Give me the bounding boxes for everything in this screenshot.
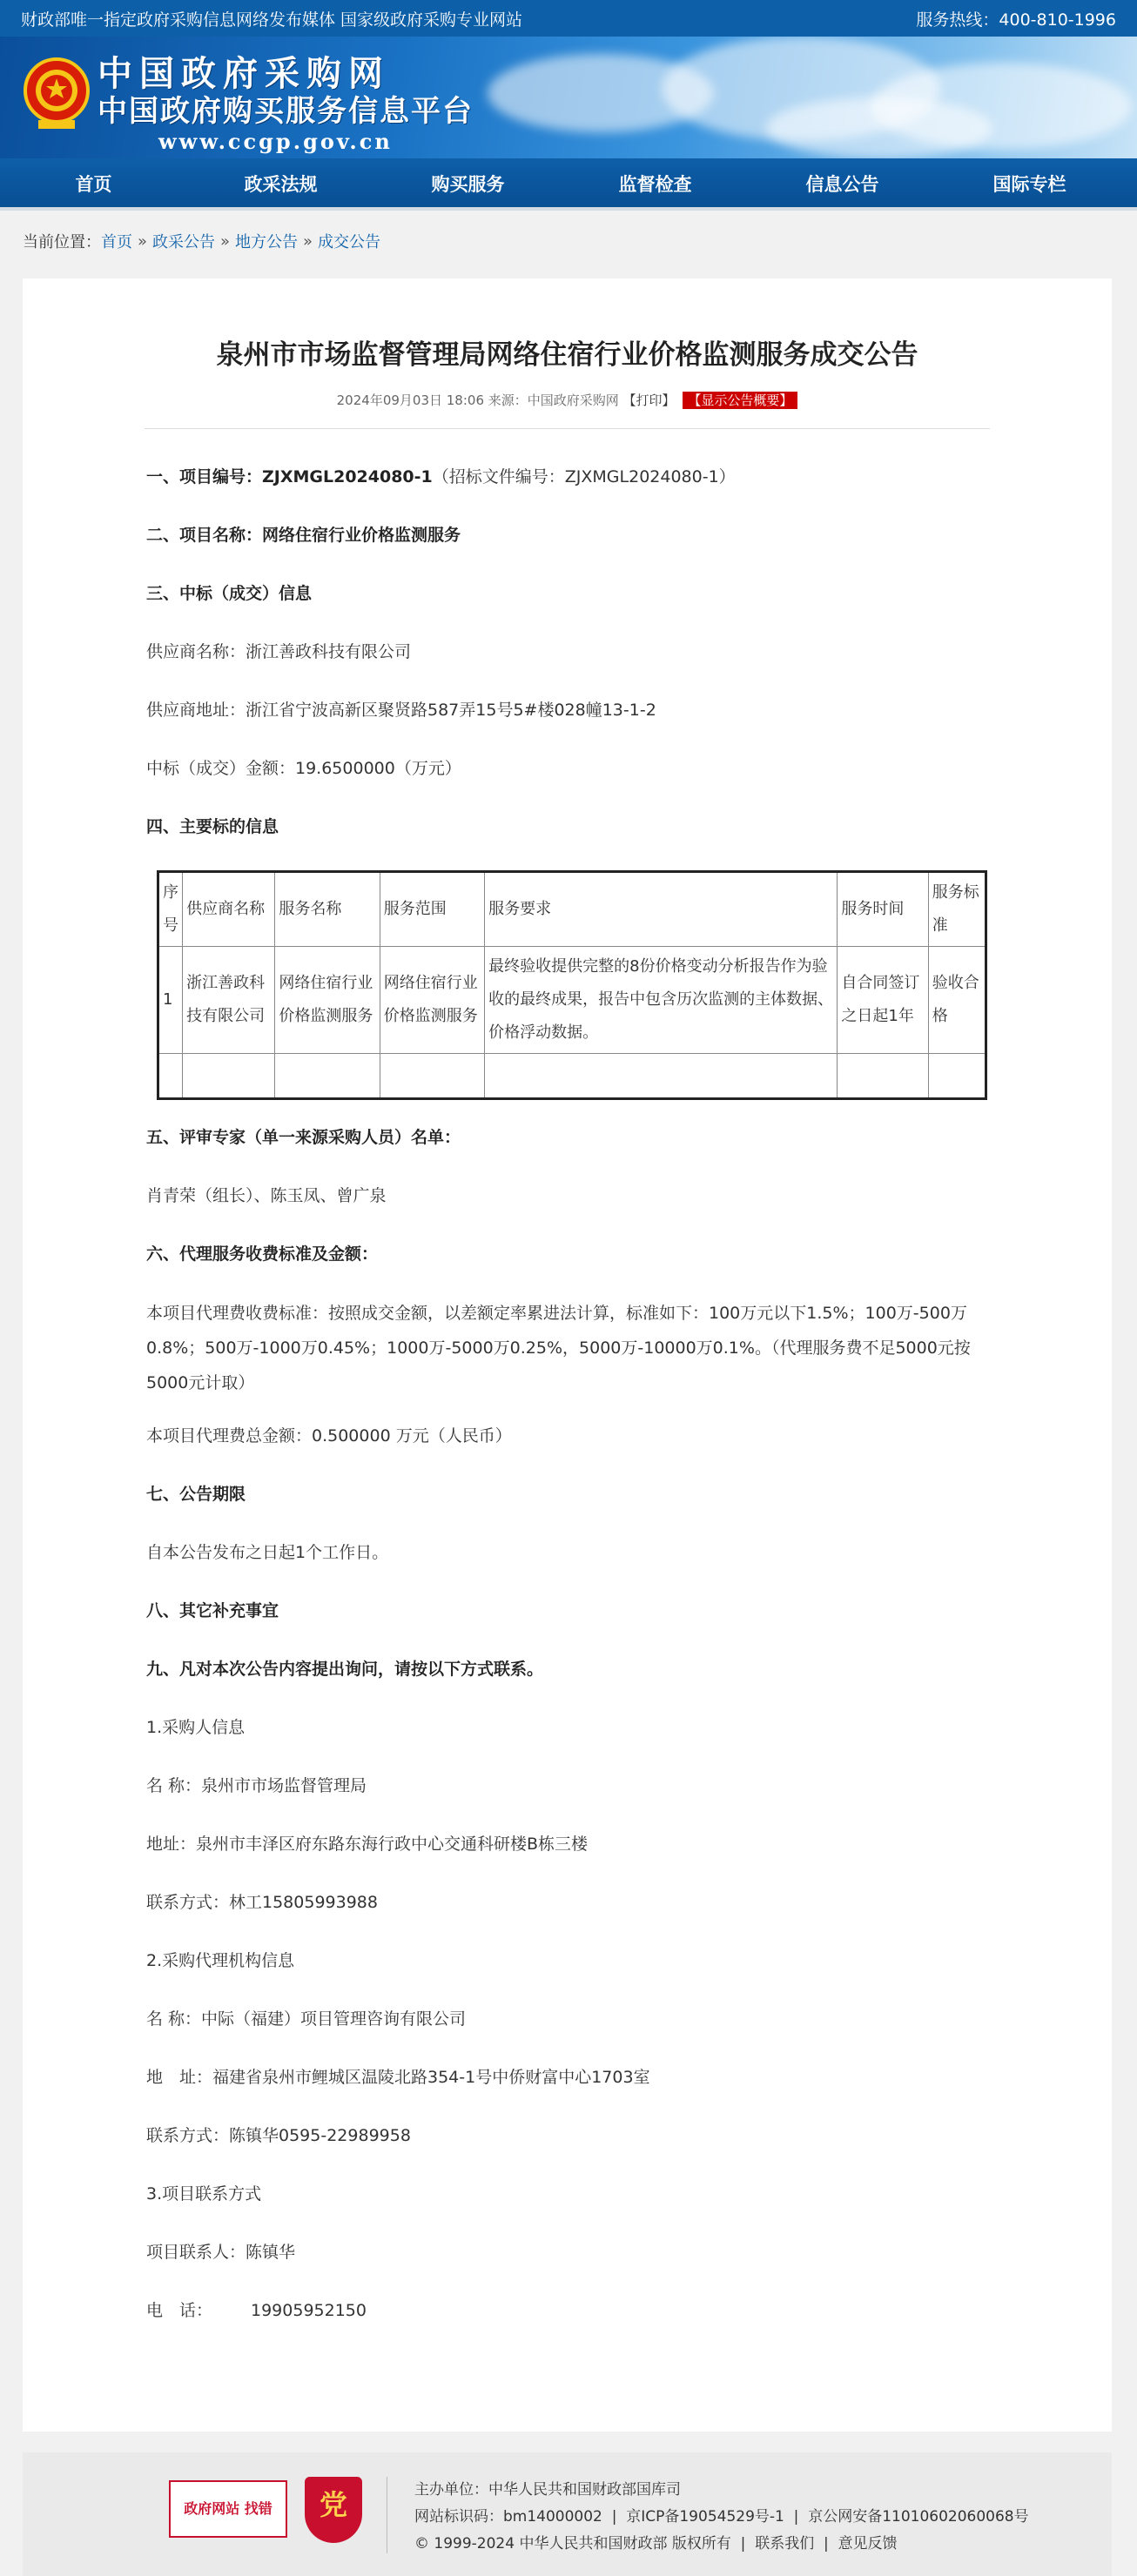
site-footer: [23, 2452, 1112, 2576]
table-header: 服务名称: [275, 872, 380, 947]
items-table: [157, 870, 987, 1100]
purchaser-name: 名 称：泉州市市场监督管理局: [146, 1776, 367, 1795]
logo-url: www.ccgp.gov.cn: [158, 129, 393, 154]
national-emblem-icon: [23, 56, 91, 132]
breadcrumb-home[interactable]: 首页: [101, 233, 132, 252]
section-project-no: 一、项目编号：ZJXMGL2024080-1（招标文件编号：ZJXMGL2024080-1）: [146, 467, 736, 486]
supplier-address: 供应商地址：浙江省宁波高新区聚贤路587弄15号5#楼028幢13-1-2: [146, 701, 656, 720]
table-row: [158, 1054, 986, 1099]
purchaser-title: 1.采购人信息: [146, 1718, 246, 1737]
table-header: 服务要求: [485, 872, 838, 947]
article-body: [23, 448, 1112, 2340]
agency-contact: 联系方式：陈镇华0595-22989958: [146, 2126, 411, 2145]
divider: [145, 428, 990, 429]
publish-info: 2024年09月03日 18:06 来源：中国政府采购网: [336, 392, 619, 408]
table-cell: 自合同签订之日起1年: [838, 947, 928, 1054]
breadcrumb-procurement[interactable]: 政采公告: [152, 233, 216, 252]
nav-announcements[interactable]: 信息公告: [805, 174, 879, 195]
table-header: 供应商名称: [183, 872, 275, 947]
section-main-items: 四、主要标的信息: [146, 817, 279, 836]
footer-info: [414, 2477, 1029, 2558]
feedback-link[interactable]: 意见反馈: [838, 2535, 898, 2553]
logo-title: 中国政府采购网: [98, 54, 390, 94]
period-text: 自本公告发布之日起1个工作日。: [146, 1543, 389, 1562]
table-header: 服务时间: [838, 872, 928, 947]
section-project-name: 二、项目名称：网络住宿行业价格监测服务: [146, 526, 461, 545]
footer-copyright-line: © 1999-2024 中华人民共和国财政部 版权所有 | 联系我们 | 意见反馈: [414, 2535, 898, 2553]
table-cell: 浙江善政科技有限公司: [183, 947, 275, 1054]
footer-copyright: © 1999-2024 中华人民共和国财政部 版权所有: [414, 2535, 731, 2553]
top-bar: [0, 0, 1137, 37]
party-gov-badge-icon[interactable]: 党: [305, 2477, 362, 2543]
purchaser-contact: 联系方式：林工15805993988: [146, 1893, 378, 1912]
purchaser-address: 地址：泉州市丰泽区府东路东海行政中心交通科研楼B栋三楼: [146, 1835, 589, 1854]
table-cell: 网络住宿行业价格监测服务: [380, 947, 484, 1054]
table-cell: 验收合格: [928, 947, 986, 1054]
table-header-row: [158, 872, 986, 947]
print-link[interactable]: 【打印】: [622, 392, 676, 408]
show-summary-button[interactable]: 【显示公告概要】: [683, 392, 797, 409]
table-header: 服务标准: [928, 872, 986, 947]
project-contact-person: 项目联系人：陈镇华: [146, 2243, 296, 2262]
nav-home[interactable]: 首页: [75, 174, 112, 195]
article-panel: [23, 278, 1112, 2432]
nav-international[interactable]: 国际专栏: [992, 174, 1066, 195]
table-header: 服务范围: [380, 872, 484, 947]
agency-title: 2.采购代理机构信息: [146, 1951, 295, 1970]
nav-supervision[interactable]: 监督检查: [618, 174, 692, 195]
section-other: 八、其它补充事宜: [146, 1601, 279, 1620]
breadcrumb-separator: »: [220, 231, 231, 251]
fee-total: 本项目代理费总金额：0.500000 万元（人民币）: [146, 1426, 512, 1446]
nav-regulations[interactable]: 政采法规: [244, 174, 318, 195]
main-nav: [0, 158, 1137, 211]
contact-us-link[interactable]: 联系我们: [755, 2535, 815, 2553]
breadcrumb: [0, 211, 1137, 272]
section-contact: 九、凡对本次公告内容提出询问，请按以下方式联系。: [146, 1660, 544, 1679]
section-fee: 六、代理服务收费标准及金额：: [146, 1244, 379, 1264]
footer-sponsor: 主办单位：中华人民共和国财政部国库司: [414, 2481, 681, 2499]
fee-standard: 本项目代理费收费标准：按照成交金额，以差额定率累进法计算，标准如下：100万元以下1.5%；100万-500万0.8%；500万-1000万0.45%；1000万-5000万0.25%，5000万-10000万0.1%。（代理服务费不足5000元按5000元计取）: [146, 1304, 971, 1392]
section-experts: 五、评审专家（单一来源采购人员）名单：: [146, 1128, 461, 1147]
table-cell: 网络住宿行业价格监测服务: [275, 947, 380, 1054]
breadcrumb-deal[interactable]: 成交公告: [318, 233, 381, 252]
site-header: [0, 37, 1137, 158]
table-header: 序号: [158, 872, 183, 947]
agency-address: 地 址：福建省泉州市鲤城区温陵北路354-1号中侨财富中心1703室: [146, 2068, 650, 2087]
award-amount: 中标（成交）金额：19.6500000（万元）: [146, 759, 461, 778]
site-error-report-icon[interactable]: 政府网站 找错: [169, 2480, 287, 2538]
breadcrumb-separator: »: [303, 231, 313, 251]
site-logo[interactable]: [98, 54, 474, 155]
agency-name: 名 称：中际（福建）项目管理咨询有限公司: [146, 2009, 467, 2029]
expert-list: 肖青荣（组长）、陈玉凤、曾广泉: [146, 1186, 387, 1205]
project-contact-phone: 电 话： 19905952150: [146, 2301, 367, 2320]
section-period: 七、公告期限: [146, 1485, 246, 1504]
service-hotline: 服务热线：400-810-1996: [916, 10, 1116, 30]
logo-subtitle: 中国政府购买服务信息平台: [98, 94, 474, 129]
section-award-info: 三、中标（成交）信息: [146, 584, 313, 603]
page-title: 泉州市市场监督管理局网络住宿行业价格监测服务成交公告: [216, 339, 918, 371]
supplier-name: 供应商名称：浙江善政科技有限公司: [146, 642, 412, 661]
article-meta: [23, 391, 1112, 409]
breadcrumb-separator: »: [138, 231, 148, 251]
footer-ids: 网站标识码：bm14000002 | 京ICP备19054529号-1 | 京公网安备11010602060068号: [414, 2508, 1029, 2526]
table-row: [158, 947, 986, 1054]
table-cell: 1: [158, 947, 183, 1054]
breadcrumb-prefix: 当前位置：: [23, 233, 101, 252]
breadcrumb-local[interactable]: 地方公告: [235, 233, 299, 252]
project-contact-title: 3.项目联系方式: [146, 2184, 262, 2204]
table-cell: 最终验收提供完整的8份价格变动分析报告作为验收的最终成果，报告中包含历次监测的主体数据、价格浮动数据。: [485, 947, 838, 1054]
nav-purchase-services[interactable]: 购买服务: [431, 174, 505, 195]
top-bar-slogan: 财政部唯一指定政府采购信息网络发布媒体 国家级政府采购专业网站: [21, 10, 523, 30]
